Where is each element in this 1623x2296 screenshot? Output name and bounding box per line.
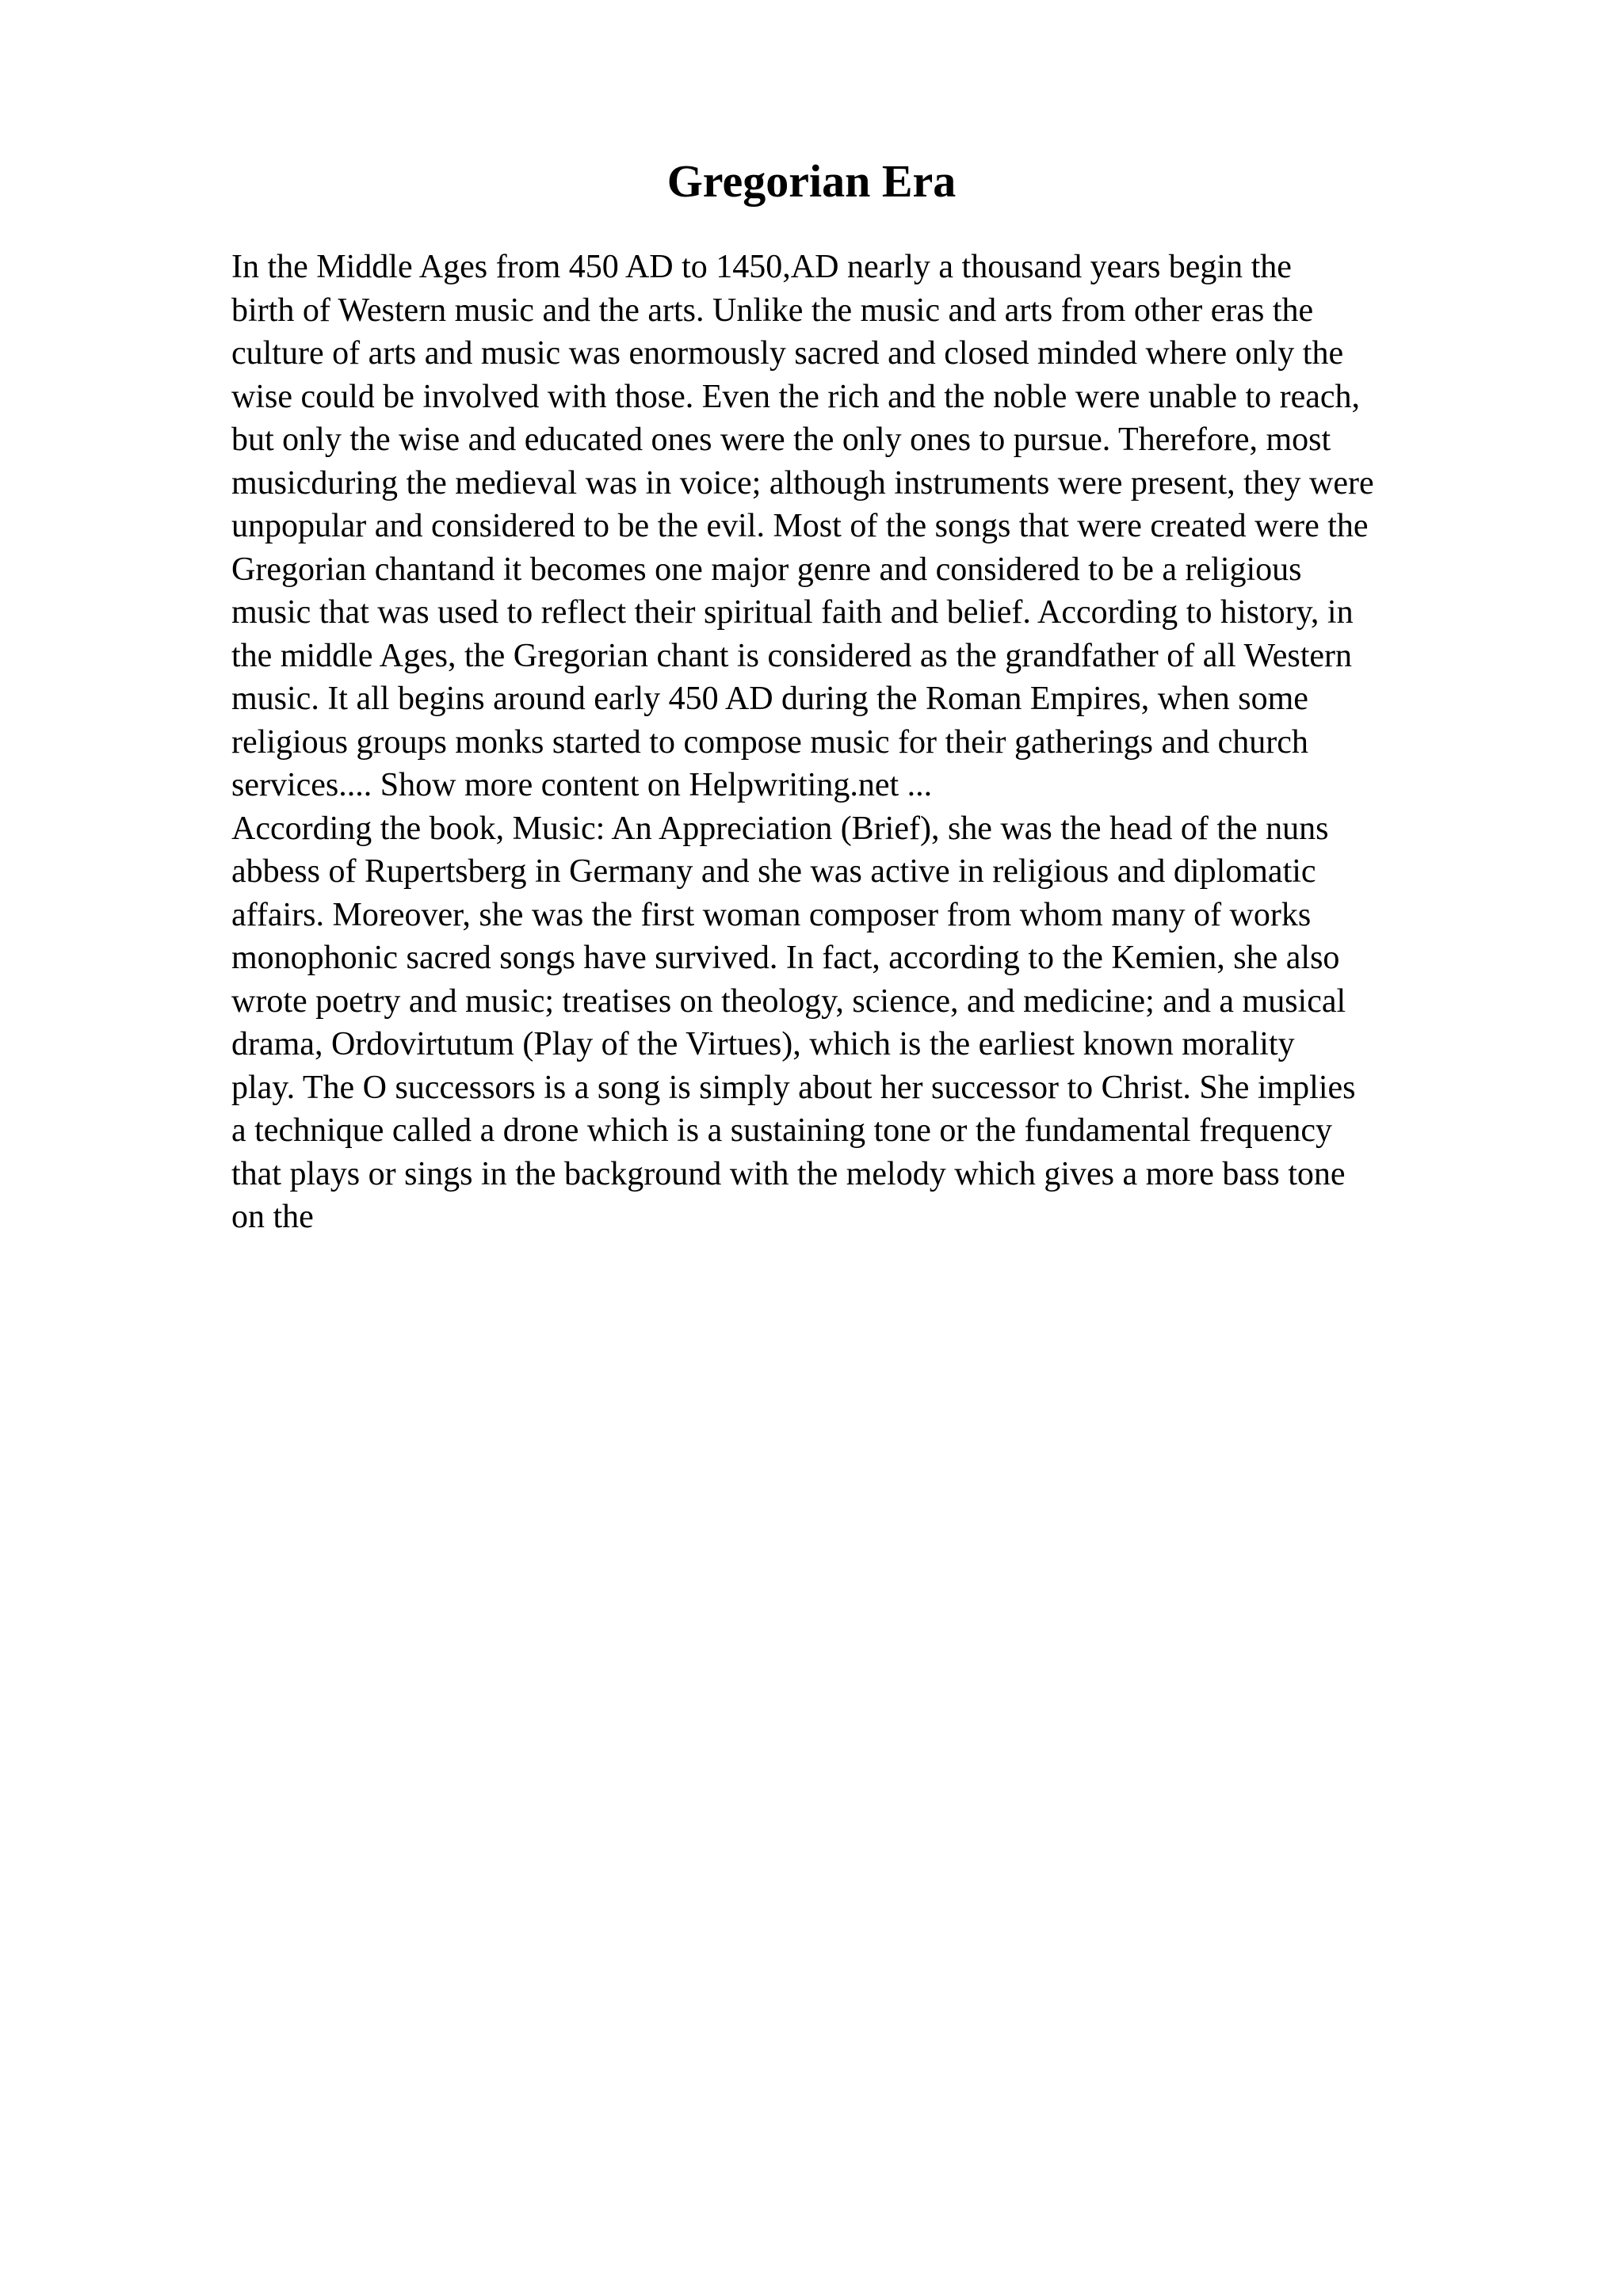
text-line: affairs. Moreover, she was the first woman composer from whom many of works bbox=[231, 896, 1312, 933]
text-line: that plays or sings in the background with the melody which gives a more bass tone bbox=[231, 1155, 1346, 1192]
text-line: wrote poetry and music; treatises on theology, science, and medicine; and a musical bbox=[231, 982, 1346, 1020]
text-line: unpopular and considered to be the evil. Most of the songs that were created were the bbox=[231, 508, 1369, 544]
text-line: abbess of Rupertsberg in Germany and she was active in religious and diplomatic bbox=[231, 853, 1316, 890]
text-line: culture of arts and music was enormously sacred and closed minded where only the bbox=[231, 335, 1344, 372]
text-line: musicduring the medieval was in voice; although instruments were present, they were bbox=[231, 464, 1374, 502]
text-line: Gregorian chantand it becomes one major genre and considered to be a religious bbox=[231, 551, 1302, 588]
text-line: drama, Ordovirtutum (Play of the Virtues), which is the earliest known morality bbox=[231, 1026, 1295, 1062]
body-text bbox=[231, 246, 1515, 1239]
text-line: birth of Western music and the arts. Unlike the music and arts from other eras the bbox=[231, 292, 1314, 329]
text-line: services.... Show more content on Helpwriting.net ... bbox=[231, 767, 933, 803]
text-line: but only the wise and educated ones were the only ones to pursue. Therefore, most bbox=[231, 421, 1331, 458]
text-line: wise could be involved with those. Even the rich and the noble were unable to reach, bbox=[231, 378, 1361, 415]
text-line: monophonic sacred songs have survived. In fact, according to the Kemien, she also bbox=[231, 940, 1340, 976]
text-line: According the book, Music: An Appreciation (Brief), she was the head of the nuns bbox=[231, 810, 1329, 847]
text-line: the middle Ages, the Gregorian chant is considered as the grandfather of all Western bbox=[231, 637, 1353, 674]
text-line: on the bbox=[231, 1199, 314, 1235]
text-line: music. It all begins around early 450 AD during the Roman Empires, when some bbox=[231, 681, 1308, 717]
text-line: music that was used to reflect their spiritual faith and belief. According to history, in bbox=[231, 594, 1354, 631]
text-line: In the Middle Ages from 450 AD to 1450,AD nearly a thousand years begin the bbox=[231, 249, 1292, 285]
text-line: play. The O successors is a song is simply about her successor to Christ. She implies bbox=[231, 1069, 1356, 1106]
page-title: Gregorian Era bbox=[666, 155, 957, 207]
text-line: a technique called a drone which is a sustaining tone or the fundamental frequency bbox=[231, 1112, 1332, 1149]
text-line: religious groups monks started to compose music for their gatherings and church bbox=[231, 723, 1308, 761]
